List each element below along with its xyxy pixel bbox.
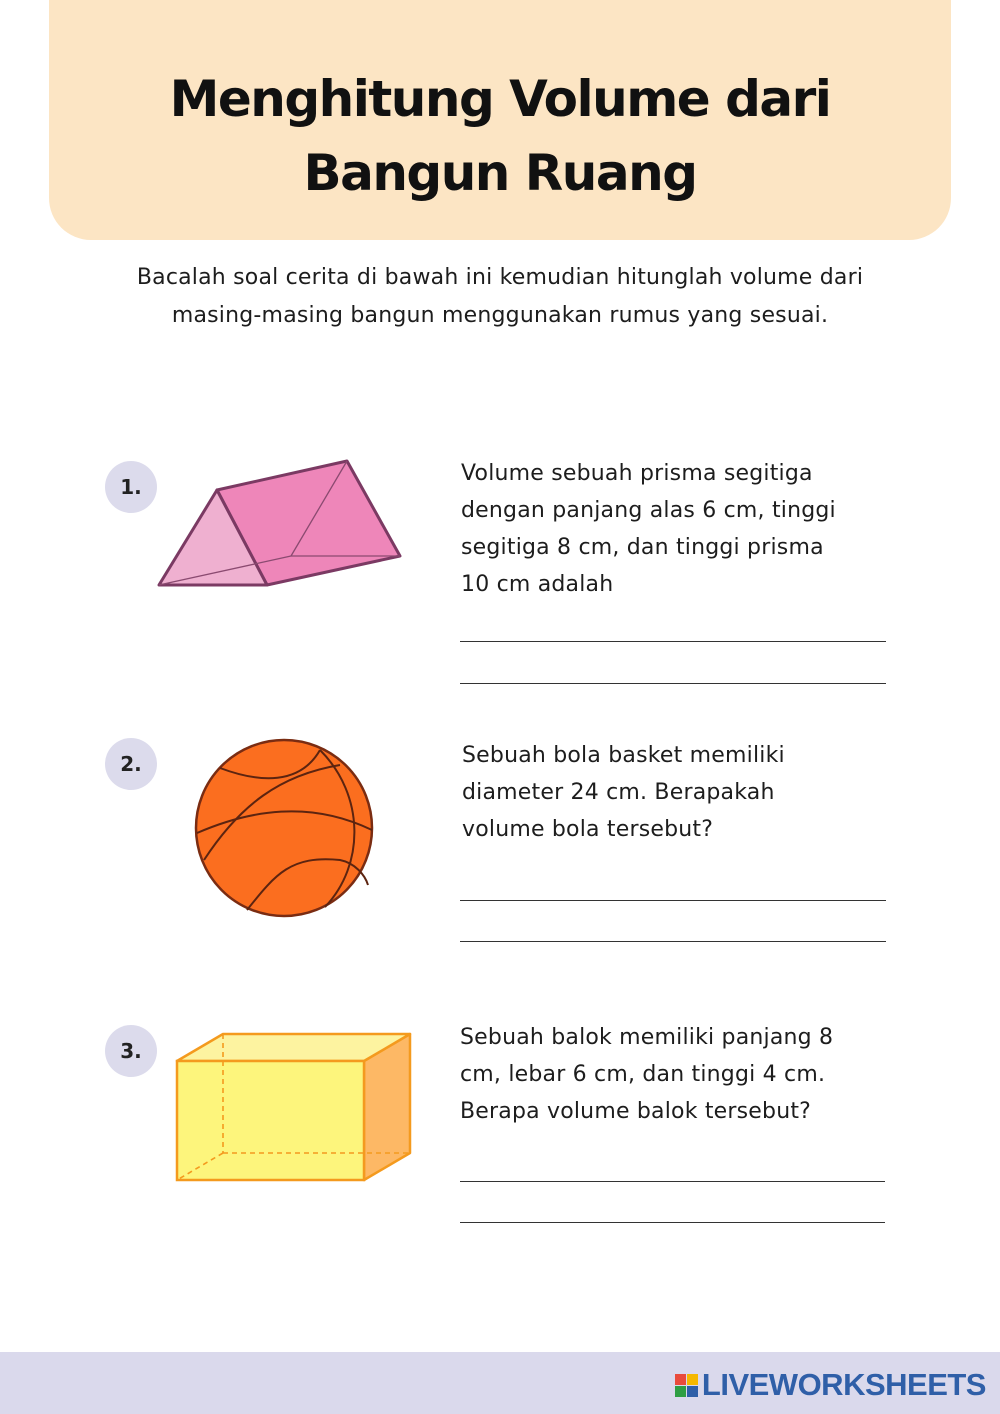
brand-name: LIVEWORKSHEETS — [701, 1367, 986, 1402]
title-line-1: Menghitung Volume dari — [169, 70, 831, 128]
triangular-prism-icon — [150, 455, 410, 595]
question-2-line-2: diameter 24 cm. Berapakah — [462, 780, 775, 805]
question-1-answer-line-1[interactable] — [460, 641, 886, 642]
question-3-answer-line-1[interactable] — [460, 1181, 885, 1182]
question-3-line-3: Berapa volume balok tersebut? — [460, 1099, 812, 1124]
question-1-line-2: dengan panjang alas 6 cm, tinggi — [461, 498, 836, 523]
question-1-text — [461, 455, 901, 603]
instructions — [70, 259, 930, 335]
question-3-line-1: Sebuah balok memiliki panjang 8 — [460, 1025, 834, 1050]
basketball-icon — [190, 735, 380, 925]
cuboid-icon — [170, 1028, 420, 1188]
question-2-line-1: Sebuah bola basket memiliki — [462, 743, 785, 768]
question-3-line-2: cm, lebar 6 cm, dan tinggi 4 cm. — [460, 1062, 826, 1087]
page-title — [49, 62, 951, 210]
footer-bar — [0, 1352, 1000, 1414]
question-3-text — [460, 1019, 900, 1130]
instructions-line-2: masing-masing bangun menggunakan rumus yang sesuai. — [171, 303, 829, 328]
question-2-answer-line-1[interactable] — [460, 900, 886, 901]
question-1-line-1: Volume sebuah prisma segitiga — [461, 461, 813, 486]
question-2-number: 2. — [105, 738, 157, 790]
question-2-text — [462, 737, 902, 848]
question-3-answer-line-2[interactable] — [460, 1222, 885, 1223]
question-1-line-3: segitiga 8 cm, dan tinggi prisma — [461, 535, 824, 560]
question-1-number: 1. — [105, 461, 157, 513]
question-2-answer-line-2[interactable] — [460, 941, 886, 942]
liveworksheets-logo[interactable] — [675, 1367, 986, 1403]
liveworksheets-logo-icon — [675, 1374, 698, 1397]
title-line-2: Bangun Ruang — [303, 144, 697, 202]
question-2-line-3: volume bola tersebut? — [462, 817, 714, 842]
question-1-line-4: 10 cm adalah — [461, 572, 614, 597]
question-3-number: 3. — [105, 1025, 157, 1077]
instructions-line-1: Bacalah soal cerita di bawah ini kemudian hitunglah volume dari — [136, 265, 864, 290]
question-1-answer-line-2[interactable] — [460, 683, 886, 684]
